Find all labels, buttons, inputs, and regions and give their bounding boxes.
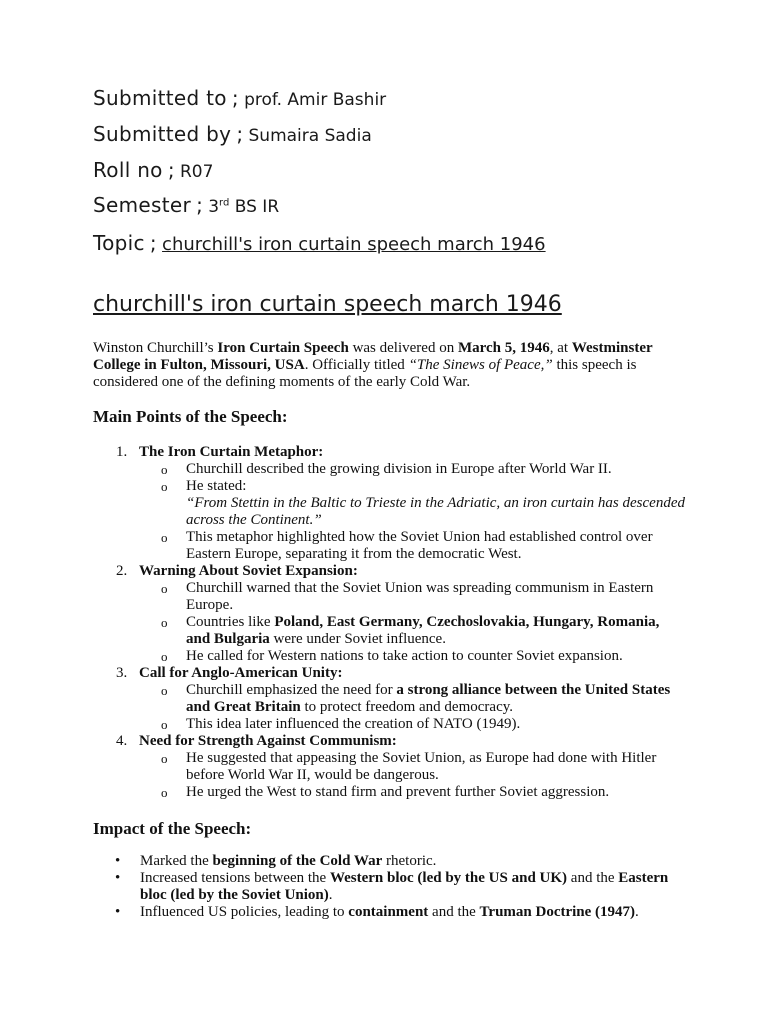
- item-number: 4.: [116, 733, 128, 749]
- semester-value: [208, 197, 279, 217]
- intro-bold: March 5, 1946: [457, 340, 550, 356]
- submitted-to-label: Submitted to: [93, 86, 227, 110]
- sub-item-text: Churchill emphasized the need for: [186, 682, 397, 698]
- separator: ;: [196, 193, 204, 217]
- item-number: 3.: [116, 665, 128, 681]
- topic-label: Topic: [93, 231, 145, 255]
- sub-item-text: He stated:: [186, 478, 247, 494]
- list-item: [0, 733, 768, 801]
- impact-text: Marked the: [140, 853, 213, 869]
- sub-item: [161, 529, 686, 563]
- list-item: [115, 870, 670, 904]
- sub-item-text: He urged the West to stand firm and prevent further Soviet aggression.: [186, 784, 610, 800]
- submitted-to-line: [93, 86, 386, 110]
- item-title: Call for Anglo-American Unity:: [139, 665, 343, 681]
- sub-bullet: o: [161, 615, 168, 630]
- intro-bold: Westminster College in Fulton, Missouri, USA: [93, 340, 653, 373]
- impact-bold: containment: [348, 904, 429, 920]
- impact-bold: Western bloc (led by the US and UK): [329, 870, 568, 886]
- sub-item-text: were under Soviet influence.: [269, 631, 446, 647]
- impact-text: and the: [567, 870, 619, 886]
- sub-item-bold: Poland, East Germany, Czechoslovakia, Hungary, Romania, and Bulgaria: [186, 614, 660, 647]
- roll-no-line: [93, 158, 213, 182]
- main-points-list: [0, 444, 768, 801]
- semester-program: BS IR: [234, 197, 280, 217]
- impact-bold: Truman Doctrine (1947): [479, 904, 636, 920]
- intro-text: was delivered on: [348, 340, 458, 356]
- sub-bullet: o: [161, 785, 168, 800]
- sub-item-text: Churchill described the growing division in Europe after World War II.: [186, 461, 612, 477]
- submitted-by-line: [93, 122, 372, 146]
- sub-bullet: o: [161, 530, 168, 545]
- topic-value: churchill's iron curtain speech march 1946: [162, 234, 546, 255]
- roll-no-value: R07: [179, 162, 214, 182]
- intro-paragraph: [93, 340, 683, 391]
- separator: ;: [149, 231, 157, 255]
- sub-item-text: This metaphor highlighted how the Soviet Union had established control over Eastern Europe, separating it from the democratic West.: [186, 529, 653, 562]
- intro-bold: Iron Curtain Speech: [217, 340, 349, 356]
- sub-item-text: Churchill warned that the Soviet Union was spreading communism in Eastern Europe.: [186, 580, 654, 613]
- sub-item: [161, 682, 686, 716]
- impact-text: Influenced US policies, leading to: [140, 904, 349, 920]
- bullet: •: [115, 870, 121, 886]
- sub-bullet: o: [161, 683, 168, 698]
- list-item: [0, 563, 768, 665]
- impact-text: rhetoric.: [382, 853, 437, 869]
- sub-item-text: to protect freedom and democracy.: [300, 699, 513, 715]
- sub-item-text: He called for Western nations to take action to counter Soviet expansion.: [186, 648, 623, 664]
- bullet: •: [115, 853, 121, 869]
- intro-text: , at: [549, 340, 572, 356]
- sub-item: [161, 478, 686, 529]
- intro-text: this speech is considered one of the defining moments of the early Cold War.: [93, 357, 637, 390]
- intro-text: Winston Churchill’s: [93, 340, 218, 356]
- sub-item-bold: a strong alliance between the United States and Great Britain: [186, 682, 671, 715]
- main-points-title: Main Points of the Speech:: [93, 407, 288, 426]
- separator: ;: [167, 158, 175, 182]
- roll-no-label: Roll no: [93, 158, 163, 182]
- impact-title: Impact of the Speech:: [93, 819, 252, 838]
- intro-text: . Officially titled: [304, 357, 409, 373]
- intro-italic: “The Sinews of Peace,”: [408, 357, 553, 373]
- sub-bullet: o: [161, 751, 168, 766]
- topic-line: [93, 231, 546, 255]
- sub-bullet: o: [161, 479, 168, 494]
- impact-bold: beginning of the Cold War: [212, 853, 383, 869]
- separator: ;: [236, 122, 244, 146]
- bullet: •: [115, 904, 121, 920]
- sub-item: [161, 750, 686, 784]
- list-item: [0, 444, 768, 563]
- item-number: 2.: [116, 563, 128, 579]
- sub-item: [161, 614, 686, 648]
- sub-item-text: This idea later influenced the creation of NATO (1949).: [186, 716, 521, 732]
- semester-suffix: rd: [219, 197, 230, 209]
- submitted-to-value: prof. Amir Bashir: [244, 90, 387, 110]
- impact-text: and the: [428, 904, 480, 920]
- impact-text: .: [328, 887, 333, 903]
- sub-bullet: o: [161, 649, 168, 664]
- item-title: Warning About Soviet Expansion:: [139, 563, 358, 579]
- list-item: [115, 904, 670, 921]
- sub-bullet: o: [161, 581, 168, 596]
- document-heading: churchill's iron curtain speech march 1946: [93, 292, 562, 317]
- sub-bullet: o: [161, 717, 168, 732]
- impact-bold: Eastern bloc (led by the Soviet Union): [140, 870, 669, 903]
- sub-item: [161, 716, 686, 733]
- impact-list: [0, 853, 768, 921]
- sub-item: [161, 580, 686, 614]
- separator: ;: [231, 86, 239, 110]
- sub-item-text: He suggested that appeasing the Soviet Union, as Europe had done with Hitler before World War II, would be dangerous.: [186, 750, 657, 783]
- item-title: Need for Strength Against Communism:: [139, 733, 397, 749]
- semester-number: 3: [208, 197, 220, 217]
- semester-label: Semester: [93, 193, 191, 217]
- sub-item: [161, 461, 686, 478]
- item-number: 1.: [116, 444, 128, 460]
- sub-item: [161, 784, 686, 801]
- list-item: [0, 665, 768, 733]
- submitted-by-label: Submitted by: [93, 122, 232, 146]
- quote: “From Stettin in the Baltic to Trieste in the Adriatic, an iron curtain has descended across the Continent.”: [186, 495, 685, 528]
- sub-item: [161, 648, 686, 665]
- semester-line: [93, 193, 279, 217]
- list-item: [115, 853, 670, 870]
- sub-item-text: Countries like: [186, 614, 275, 630]
- item-title: The Iron Curtain Metaphor:: [139, 444, 324, 460]
- impact-text: Increased tensions between the: [140, 870, 330, 886]
- submitted-by-value: Sumaira Sadia: [248, 126, 372, 146]
- impact-text: .: [635, 904, 639, 920]
- sub-bullet: o: [161, 462, 168, 477]
